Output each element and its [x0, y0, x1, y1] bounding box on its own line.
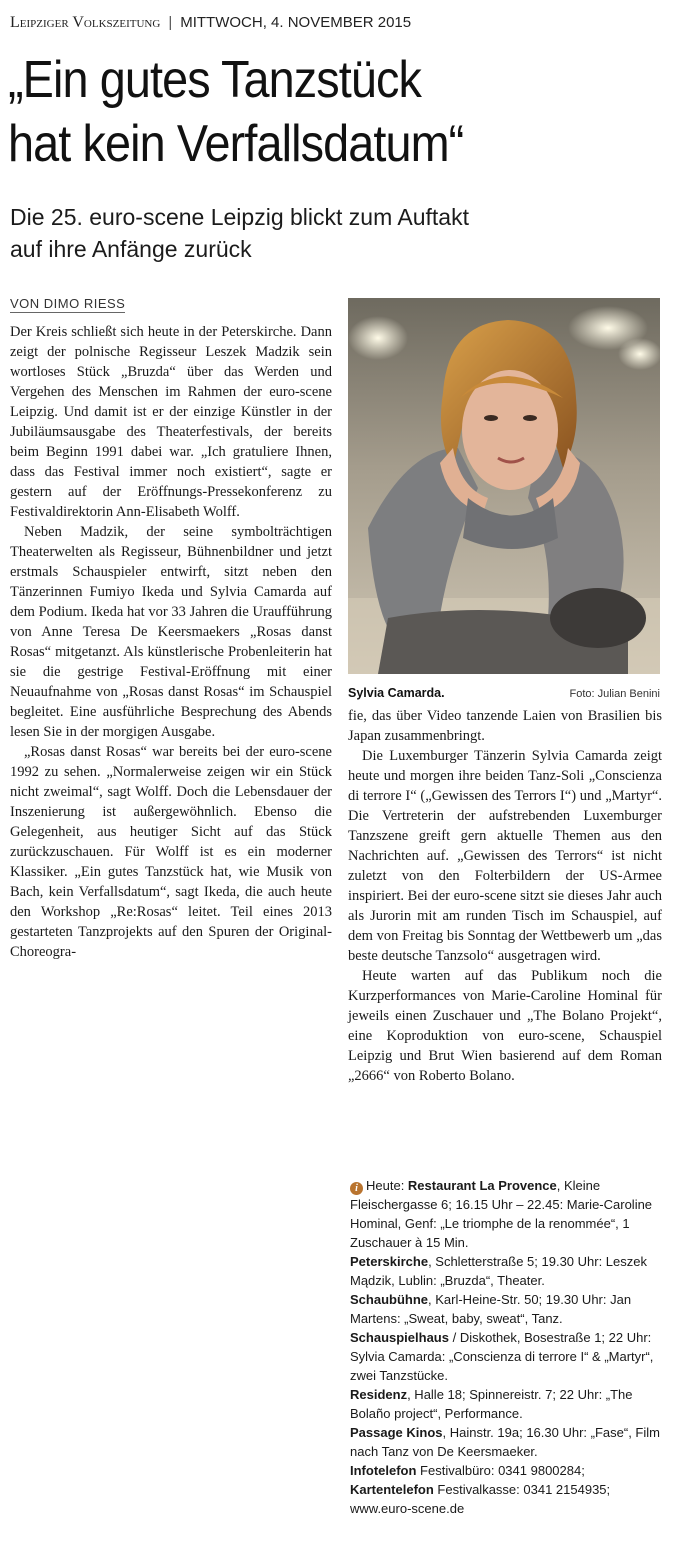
venue-details: , Kleine Fleischergasse 6; 16.15 Uhr – 22.45: Marie-Caroline Hominal, Genf: „Le triomphe de la renommée“, 1 Zuschauer à 15 Min. [350, 1178, 653, 1250]
publication-date: MITTWOCH, 4. NOVEMBER 2015 [180, 14, 412, 31]
newspaper-name: Leipziger Volkszeitung [10, 14, 161, 31]
website-url[interactable]: www.euro-scene.de [350, 1501, 465, 1516]
article-paragraph: Die Luxemburger Tänzerin Sylvia Camarda zeigt heute und morgen ihre beiden Tanz-Soli „Conscienza di terrore I“ („Gewissen des Terrors I“) und „Martyr“. Die Vertreterin der aufstrebenden Luxemburger Tanzszene greift gern aktuelle Themen aus den Nachrichten auf. „Gewissen des Terrors“ ist nicht zuletzt von den Folterbildern der US-Armee inspiriert. Bei der euro-scene sitzt sie dieses Jahr auch als Jurorin mit am runden Tisch im Schauspiel, auf dem von Freitag bis Sonntag der Wettbewerb um „das beste deutsche Tanzsolo“ ausgetragen wird. [348, 748, 662, 964]
info-entry [350, 1385, 662, 1423]
info-entry [350, 1290, 662, 1328]
article-paragraph: Der Kreis schließt sich heute in der Peterskirche. Dann zeigt der polnische Regisseur Leszek Madzik sein wortloses Stück „Bruzda“ über das Werden und Vergehen des Menschen im Rahmen der euro-scene Leipzig. Und damit ist er der einzige Künstler in der Jubiläumsausgabe des Theaterfestivals, der bereits beim Beginn 1991 dabei war. „Ich gratuliere Ihnen, dass das Festival immer noch existiert“, sagte er gestern auf der Eröffnungs-Pressekonferenz zu Festivaldirektorin Ann-Elisabeth Wolff. [10, 324, 332, 520]
info-entry-today [350, 1176, 662, 1252]
venue-details: , Karl-Heine-Str. 50; 19.30 Uhr: Jan Martens: „Sweat, baby, sweat“, Tanz. [350, 1292, 632, 1326]
article-paragraph: fie, das über Video tanzende Laien von Brasilien bis Japan zusammenbringt. [348, 708, 662, 744]
venue-details: , Hainstr. 19a; 16.30 Uhr: „Fase“, Film nach Tanz von De Keersmaeker. [350, 1425, 660, 1459]
article-column-right [348, 706, 662, 1176]
venue-name: Schauspielhaus [350, 1330, 449, 1345]
dancer-photo-illustration [348, 298, 660, 674]
website-link[interactable] [350, 1499, 662, 1518]
venue-name: Schaubühne [350, 1292, 429, 1307]
info-icon: i [350, 1182, 363, 1195]
phone-number: Festivalbüro: 0341 9800284; [416, 1463, 585, 1478]
venue-name: Peterskirche [350, 1254, 429, 1269]
ticket-phone [350, 1480, 662, 1499]
article-paragraph: Neben Madzik, der seine symbolträchtigen Theaterwelten als Regisseur, Bühnenbildner und jetzt erstmals Schauspieler entwirft, sitzt neben den Tänzerinnen Fumiyo Ikeda und Sylvia Camarda auf dem Podium. Ikeda hat vor 33 Jahren die Uraufführung von Anne Teresa De Keersmaekers „Rosas danst Rosas“ mitgetanzt. Als künstlerische Probenleiterin hat sie die gestrige Festival-Eröffnung mit einer Neuaufnahme von „Rosas danst Rosas“ im Schauspiel begleitet. Eine ausführliche Besprechung des Abends lesen Sie in der morgigen Ausgabe. [10, 524, 332, 740]
venue-details: , Schletterstraße 5; 19.30 Uhr: Leszek Mądzik, Lublin: „Bruzda“, Theater. [350, 1254, 647, 1288]
venue-details: / Diskothek, Bosestraße 1; 22 Uhr: Sylvia Camarda: „Conscienza di terrore I“ & „Martyr“, zwei Tanzstücke. [350, 1330, 654, 1383]
article-photo [348, 298, 660, 674]
venue-name: Passage Kinos [350, 1425, 443, 1440]
venue-name: Restaurant La Provence [407, 1178, 557, 1193]
phone-label: Infotelefon [350, 1463, 417, 1478]
photo-caption [348, 686, 660, 700]
photo-credit: Foto: Julian Benini [569, 688, 660, 700]
phone-number: Festivalkasse: 0341 2154935; [433, 1482, 611, 1497]
caption-name: Sylvia Camarda. [348, 686, 445, 700]
venue-name: Residenz [350, 1387, 408, 1402]
masthead [10, 14, 665, 32]
venue-details: , Halle 18; Spinnereistr. 7; 22 Uhr: „The Bolaño project“, Performance. [350, 1387, 633, 1421]
article-paragraph: „Rosas danst Rosas“ war bereits bei der euro-scene 1992 zu sehen. „Normalerweise zeigen wir ein Stück nicht zweimal“, sagt Wolff. Doch die Lebensdauer der Inszenierung ist außergewöhnlich. Ebenso die Gelegenheit, aus heutiger Sicht auf das Stück zurückzuschauen. Für Wolff ist es ein moderner Klassiker. „Ein gutes Tanzstück hat, wie Musik von Bach, kein Verfallsdatum“, sagt Ikeda, die auch heute den Workshop „Re:Rosas“ leitet. Teil eines 2013 gestarteten Tanzprojekts auf den Spuren der Original-Choreogra- [10, 744, 332, 960]
article-paragraph: Heute warten auf das Publikum noch die Kurzperformances von Marie-Caroline Hominal für jeweils einen Zuschauer und „The Bolano Projekt“, eine Koproduktion von euro-scene, Schauspiel Leipzig und Brut Wien basierend auf dem Roman „2666“ von Roberto Bolano. [348, 968, 662, 1084]
masthead-separator: | [168, 14, 173, 31]
article-column-left [10, 322, 332, 1522]
byline: VON DIMO RIESS [10, 296, 126, 311]
info-entry [350, 1252, 662, 1290]
headline-line-2: hat kein Verfallsdatum“ [8, 115, 464, 173]
headline-line-1: „Ein gutes Tanzstück [8, 51, 421, 109]
subheadline-line-2: auf ihre Anfänge zurück [10, 236, 252, 262]
info-phone [350, 1461, 662, 1480]
info-entry [350, 1328, 662, 1385]
headline [8, 48, 602, 176]
info-entry [350, 1423, 662, 1461]
event-info-box [350, 1176, 662, 1518]
info-lead: Heute: [366, 1178, 408, 1193]
subheadline-line-1: Die 25. euro-scene Leipzig blickt zum Auftakt [10, 204, 469, 230]
phone-label: Kartentelefon [350, 1482, 434, 1497]
subheadline [10, 201, 610, 265]
